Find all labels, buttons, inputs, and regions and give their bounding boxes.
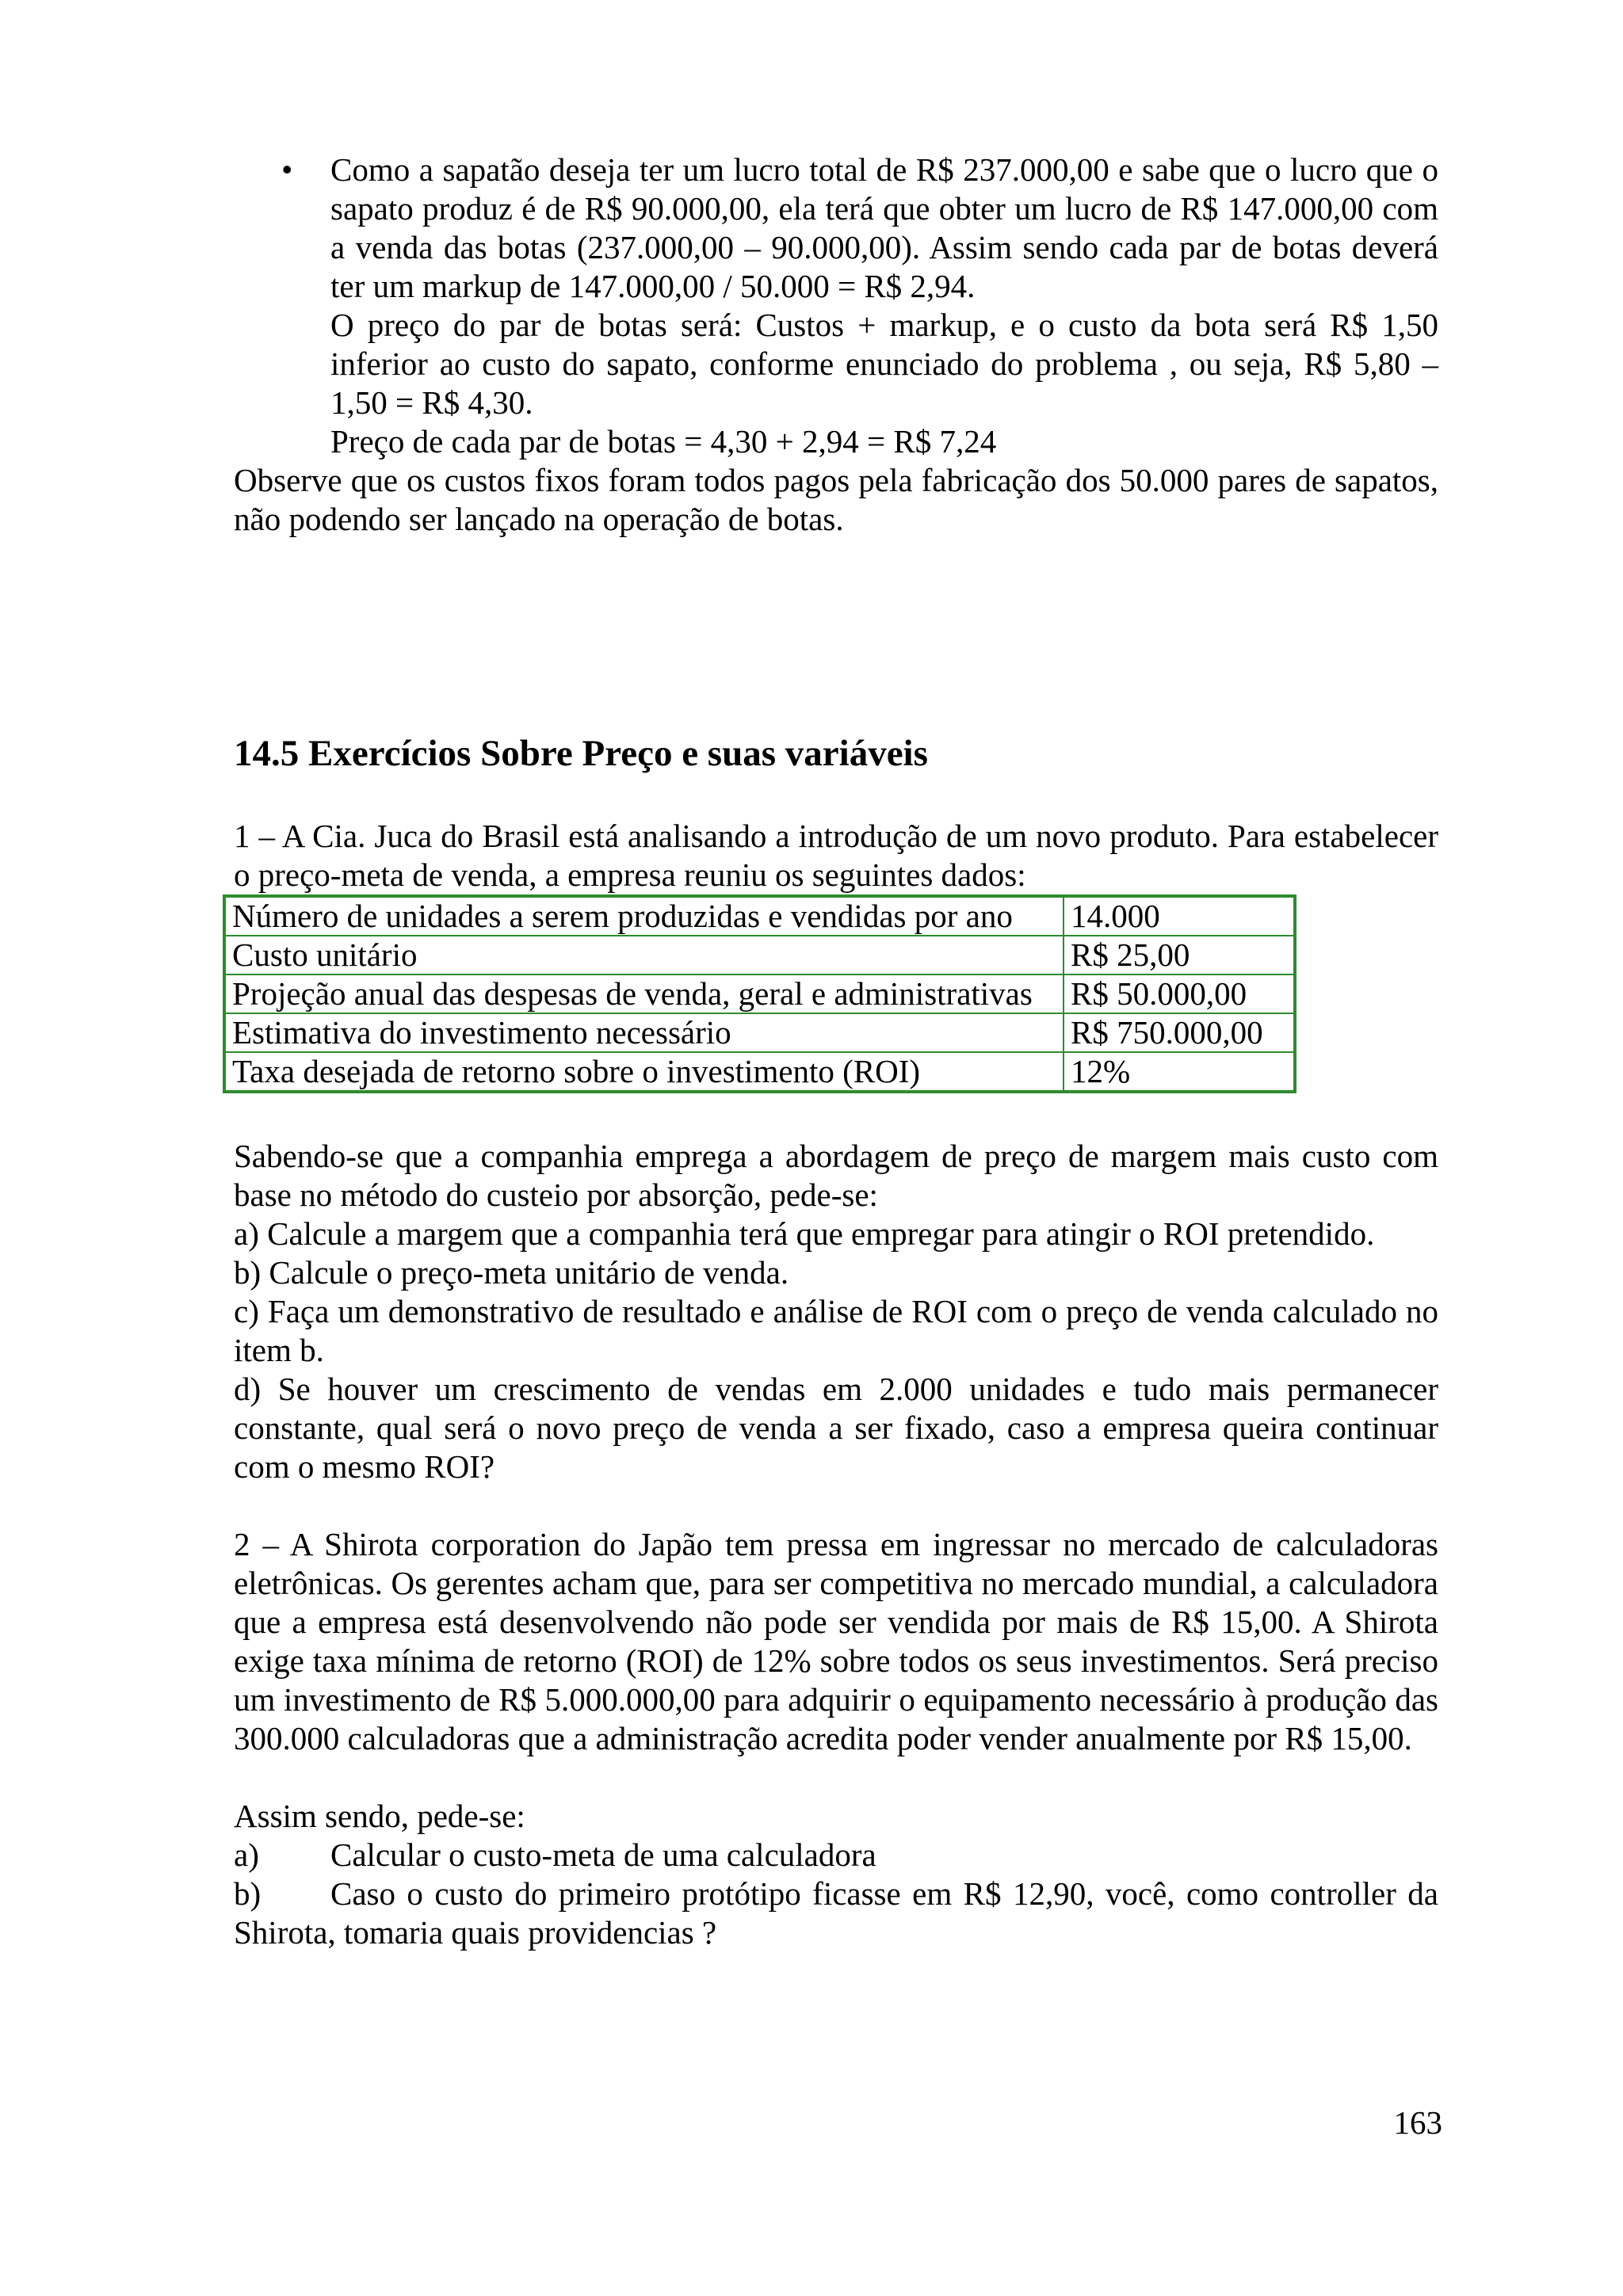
table-row bbox=[224, 1013, 1295, 1052]
exercise2-intro: 2 – A Shirota corporation do Japão tem pressa em ingressar no mercado de calculadoras eletrônicas. Os gerentes acham que, para ser competitiva no mercado mundial, a calculadora que a empresa está desenvolvendo não pode ser vendida por mais de R$ 15,00. A Shirota exige taxa mínima de retorno (ROI) de 12% sobre todos os seus investimentos. Será preciso um investimento de R$ 5.000.000,00 para adquirir o equipamento necessário à produção das 300.000 calculadoras que a administração acredita poder vender anualmente por R$ 15,00. bbox=[234, 1526, 1438, 1756]
price-result: Preço de cada par de botas = 4,30 + 2,94 = R$ 7,24 bbox=[330, 423, 997, 460]
item-letter: b) bbox=[234, 1875, 262, 1912]
exercise1-data-table bbox=[223, 894, 1296, 1093]
table-cell-value: 14.000 bbox=[1064, 896, 1295, 936]
exercise1-item-a: a) Calcule a margem que a companhia terá que empregar para atingir o ROI pretendido. bbox=[234, 1215, 1375, 1252]
table-cell-label: Taxa desejada de retorno sobre o investimento (ROI) bbox=[224, 1052, 1064, 1092]
document-page bbox=[234, 151, 1438, 1952]
exercise2-item-a bbox=[234, 1836, 1438, 1875]
section-heading: 14.5 Exercícios Sobre Preço e suas variáveis bbox=[234, 733, 928, 774]
item-letter: a) bbox=[234, 1836, 259, 1873]
bullet-text: Como a sapatão deseja ter um lucro total de R$ 237.000,00 e sabe que o lucro que o sapato produz é de R$ 90.000,00, ela terá que obter um lucro de R$ 147.000,00 com a venda das botas (237.000,00 – 90.000,00). Assim sendo cada par de botas deverá ter um markup de 147.000,00 / 50.000 = R$ 2,94. bbox=[330, 151, 1438, 304]
observation-paragraph: Observe que os custos fixos foram todos pagos pela fabricação dos 50.000 pares de sapatos, não podendo ser lançado na operação de botas. bbox=[234, 462, 1438, 537]
table-cell-value: R$ 50.000,00 bbox=[1064, 974, 1295, 1013]
exercise1-item-c: c) Faça um demonstrativo de resultado e análise de ROI com o preço de venda calculado no item b. bbox=[234, 1293, 1438, 1368]
bullet-icon: • bbox=[281, 151, 293, 188]
bullet-paragraph bbox=[234, 151, 1438, 306]
table-cell-value: R$ 25,00 bbox=[1064, 936, 1295, 974]
exercise1-context: Sabendo-se que a companhia emprega a abordagem de preço de margem mais custo com base no método do custeio por absorção, pede-se: bbox=[234, 1138, 1438, 1213]
table-cell-label: Estimativa do investimento necessário bbox=[224, 1013, 1064, 1052]
table-cell-label: Projeção anual das despesas de venda, geral e administrativas bbox=[224, 974, 1064, 1013]
table-cell-value: R$ 750.000,00 bbox=[1064, 1013, 1295, 1052]
table-row bbox=[224, 974, 1295, 1013]
price-explanation: O preço do par de botas será: Custos + markup, e o custo da bota será R$ 1,50 inferior ao custo do sapato, conforme enunciado do problema , ou seja, R$ 5,80 – 1,50 = R$ 4,30. bbox=[330, 307, 1438, 421]
table-cell-label: Custo unitário bbox=[224, 936, 1064, 974]
table-row bbox=[224, 896, 1295, 936]
table-row bbox=[224, 936, 1295, 974]
exercise1-item-d: d) Se houver um crescimento de vendas em 2.000 unidades e tudo mais permanecer constante, qual será o novo preço de venda a ser fixado, caso a empresa queira continuar com o mesmo ROI? bbox=[234, 1371, 1438, 1485]
table-cell-value: 12% bbox=[1064, 1052, 1295, 1092]
exercise1-item-b: b) Calcule o preço-meta unitário de venda. bbox=[234, 1254, 789, 1291]
item-b-paragraph bbox=[234, 1875, 1438, 1952]
exercise2-item-b bbox=[234, 1875, 1438, 1952]
exercise1-intro: 1 – A Cia. Juca do Brasil está analisando a introdução de um novo produto. Para estabelecer o preço-meta de venda, a empresa reuniu os seguintes dados: bbox=[234, 818, 1438, 893]
table-cell-label: Número de unidades a serem produzidas e vendidas por ano bbox=[224, 896, 1064, 936]
item-text: Calcular o custo-meta de uma calculadora bbox=[330, 1836, 876, 1873]
exercise2-lead: Assim sendo, pede-se: bbox=[234, 1798, 525, 1834]
table-row bbox=[224, 1052, 1295, 1092]
item-text: Caso o custo do primeiro protótipo ficasse em R$ 12,90, você, como controller da Shirota, tomaria quais providencias ? bbox=[234, 1875, 1438, 1951]
page-number: 163 bbox=[1393, 2104, 1442, 2141]
